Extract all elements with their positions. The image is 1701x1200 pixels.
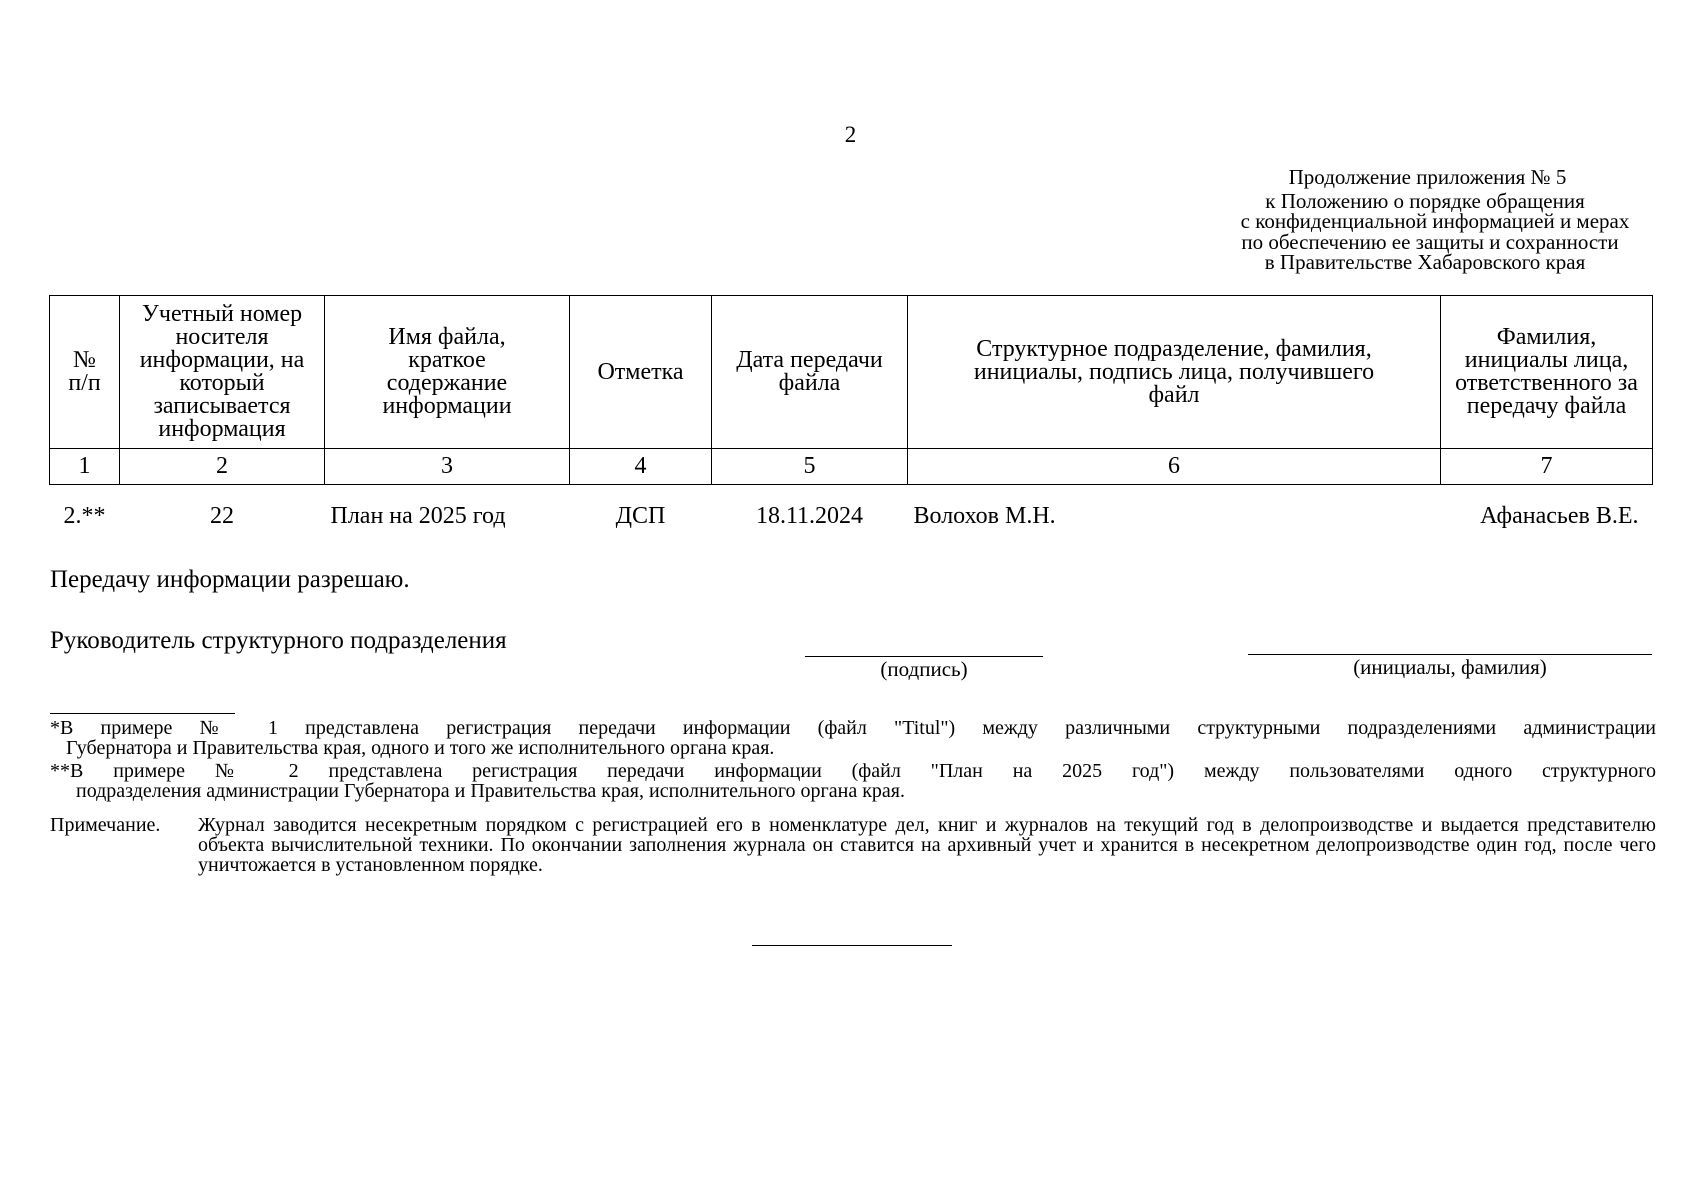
note-text: Журнал заводится несекретным порядком с регистрацией его в номенклатуре дел, книг и журналов на текущий год в делопроизводстве и выдается представителю объекта вычислительной техники. По окончании заполнения журнала он ставится на архивный учет и хранится в несекретном делопроизводстве один год, после чего уничтожается в установленном порядке. <box>198 814 1656 876</box>
column-number: 5 <box>712 449 908 485</box>
column-number: 4 <box>570 449 712 485</box>
appendix-line-5: в Правительстве Хабаровского края <box>1264 250 1586 274</box>
header-transfer-date: Дата передачи файла <box>712 296 908 449</box>
footnote-1-line-2: Губернатора и Правительства края, одного и того же исполнительного органа края. <box>66 737 775 759</box>
entry-media-number: 22 <box>210 503 234 529</box>
note-block <box>50 815 1656 875</box>
footnote-2 <box>50 761 1656 801</box>
footnote-1 <box>50 718 1656 758</box>
permission-statement: Передачу информации разрешаю. <box>50 566 410 593</box>
column-number: 2 <box>120 449 325 485</box>
name-caption: (инициалы, фамилия) <box>1353 655 1547 679</box>
entry-recipient: Волохов М.Н. <box>913 503 1056 529</box>
head-of-unit-label: Руководитель структурного подразделения <box>50 627 507 654</box>
table-header-row <box>50 296 1653 449</box>
column-number: 3 <box>325 449 570 485</box>
table-row <box>50 485 1653 541</box>
transfer-journal-table <box>49 295 1653 540</box>
end-of-document-line <box>752 945 952 946</box>
entry-mark: ДСП <box>615 503 666 529</box>
entry-transfer-date: 18.11.2024 <box>755 503 864 529</box>
footnote-2-line-2: подразделения администрации Губернатора и Правительства края, исполнительного органа края. <box>76 780 905 802</box>
column-number: 1 <box>50 449 120 485</box>
entry-number: 2.** <box>63 503 106 529</box>
note-label: Примечание. <box>50 814 161 836</box>
appendix-line-3: с конфиденциальной информацией и мерах <box>1240 209 1630 233</box>
appendix-line-1: Продолжение приложения № 5 <box>1288 165 1567 189</box>
header-responsible: Фамилия, инициалы лица, ответственного за передачу файла <box>1441 296 1653 449</box>
footnote-1-line-1: *В примере № 1 представлена регистрация передачи информации (файл "Titul") между различными структурными подразделениями администрации <box>50 717 1656 739</box>
column-number: 7 <box>1441 449 1653 485</box>
header-recipient: Структурное подразделение, фамилия, инициалы, подпись лица, получившего файл <box>908 296 1441 449</box>
footnote-separator <box>50 713 235 714</box>
appendix-line-2: к Положению о порядке обращения <box>1265 188 1585 213</box>
footnote-2-line-1: **В примере № 2 представлена регистрация передачи информации (файл "План на 2025 год") между пользователями одного структурного <box>50 760 1656 782</box>
entry-file-name: План на 2025 год <box>330 503 506 529</box>
header-file-name: Имя файла, краткое содержание информации <box>325 296 570 449</box>
header-number: № п/п <box>50 296 120 449</box>
column-number: 6 <box>908 449 1441 485</box>
header-mark: Отметка <box>570 296 712 449</box>
column-number-row <box>50 449 1653 485</box>
appendix-line-4: по обеспечению ее защиты и сохранности <box>1241 229 1619 254</box>
appendix-reference <box>1180 167 1670 273</box>
signature-caption: (подпись) <box>880 657 968 681</box>
header-media-number: Учетный номер носителя информации, на который записывается информация <box>120 296 325 449</box>
page-number: 2 <box>844 122 857 147</box>
entry-responsible: Афанасьев В.Е. <box>1480 503 1639 529</box>
